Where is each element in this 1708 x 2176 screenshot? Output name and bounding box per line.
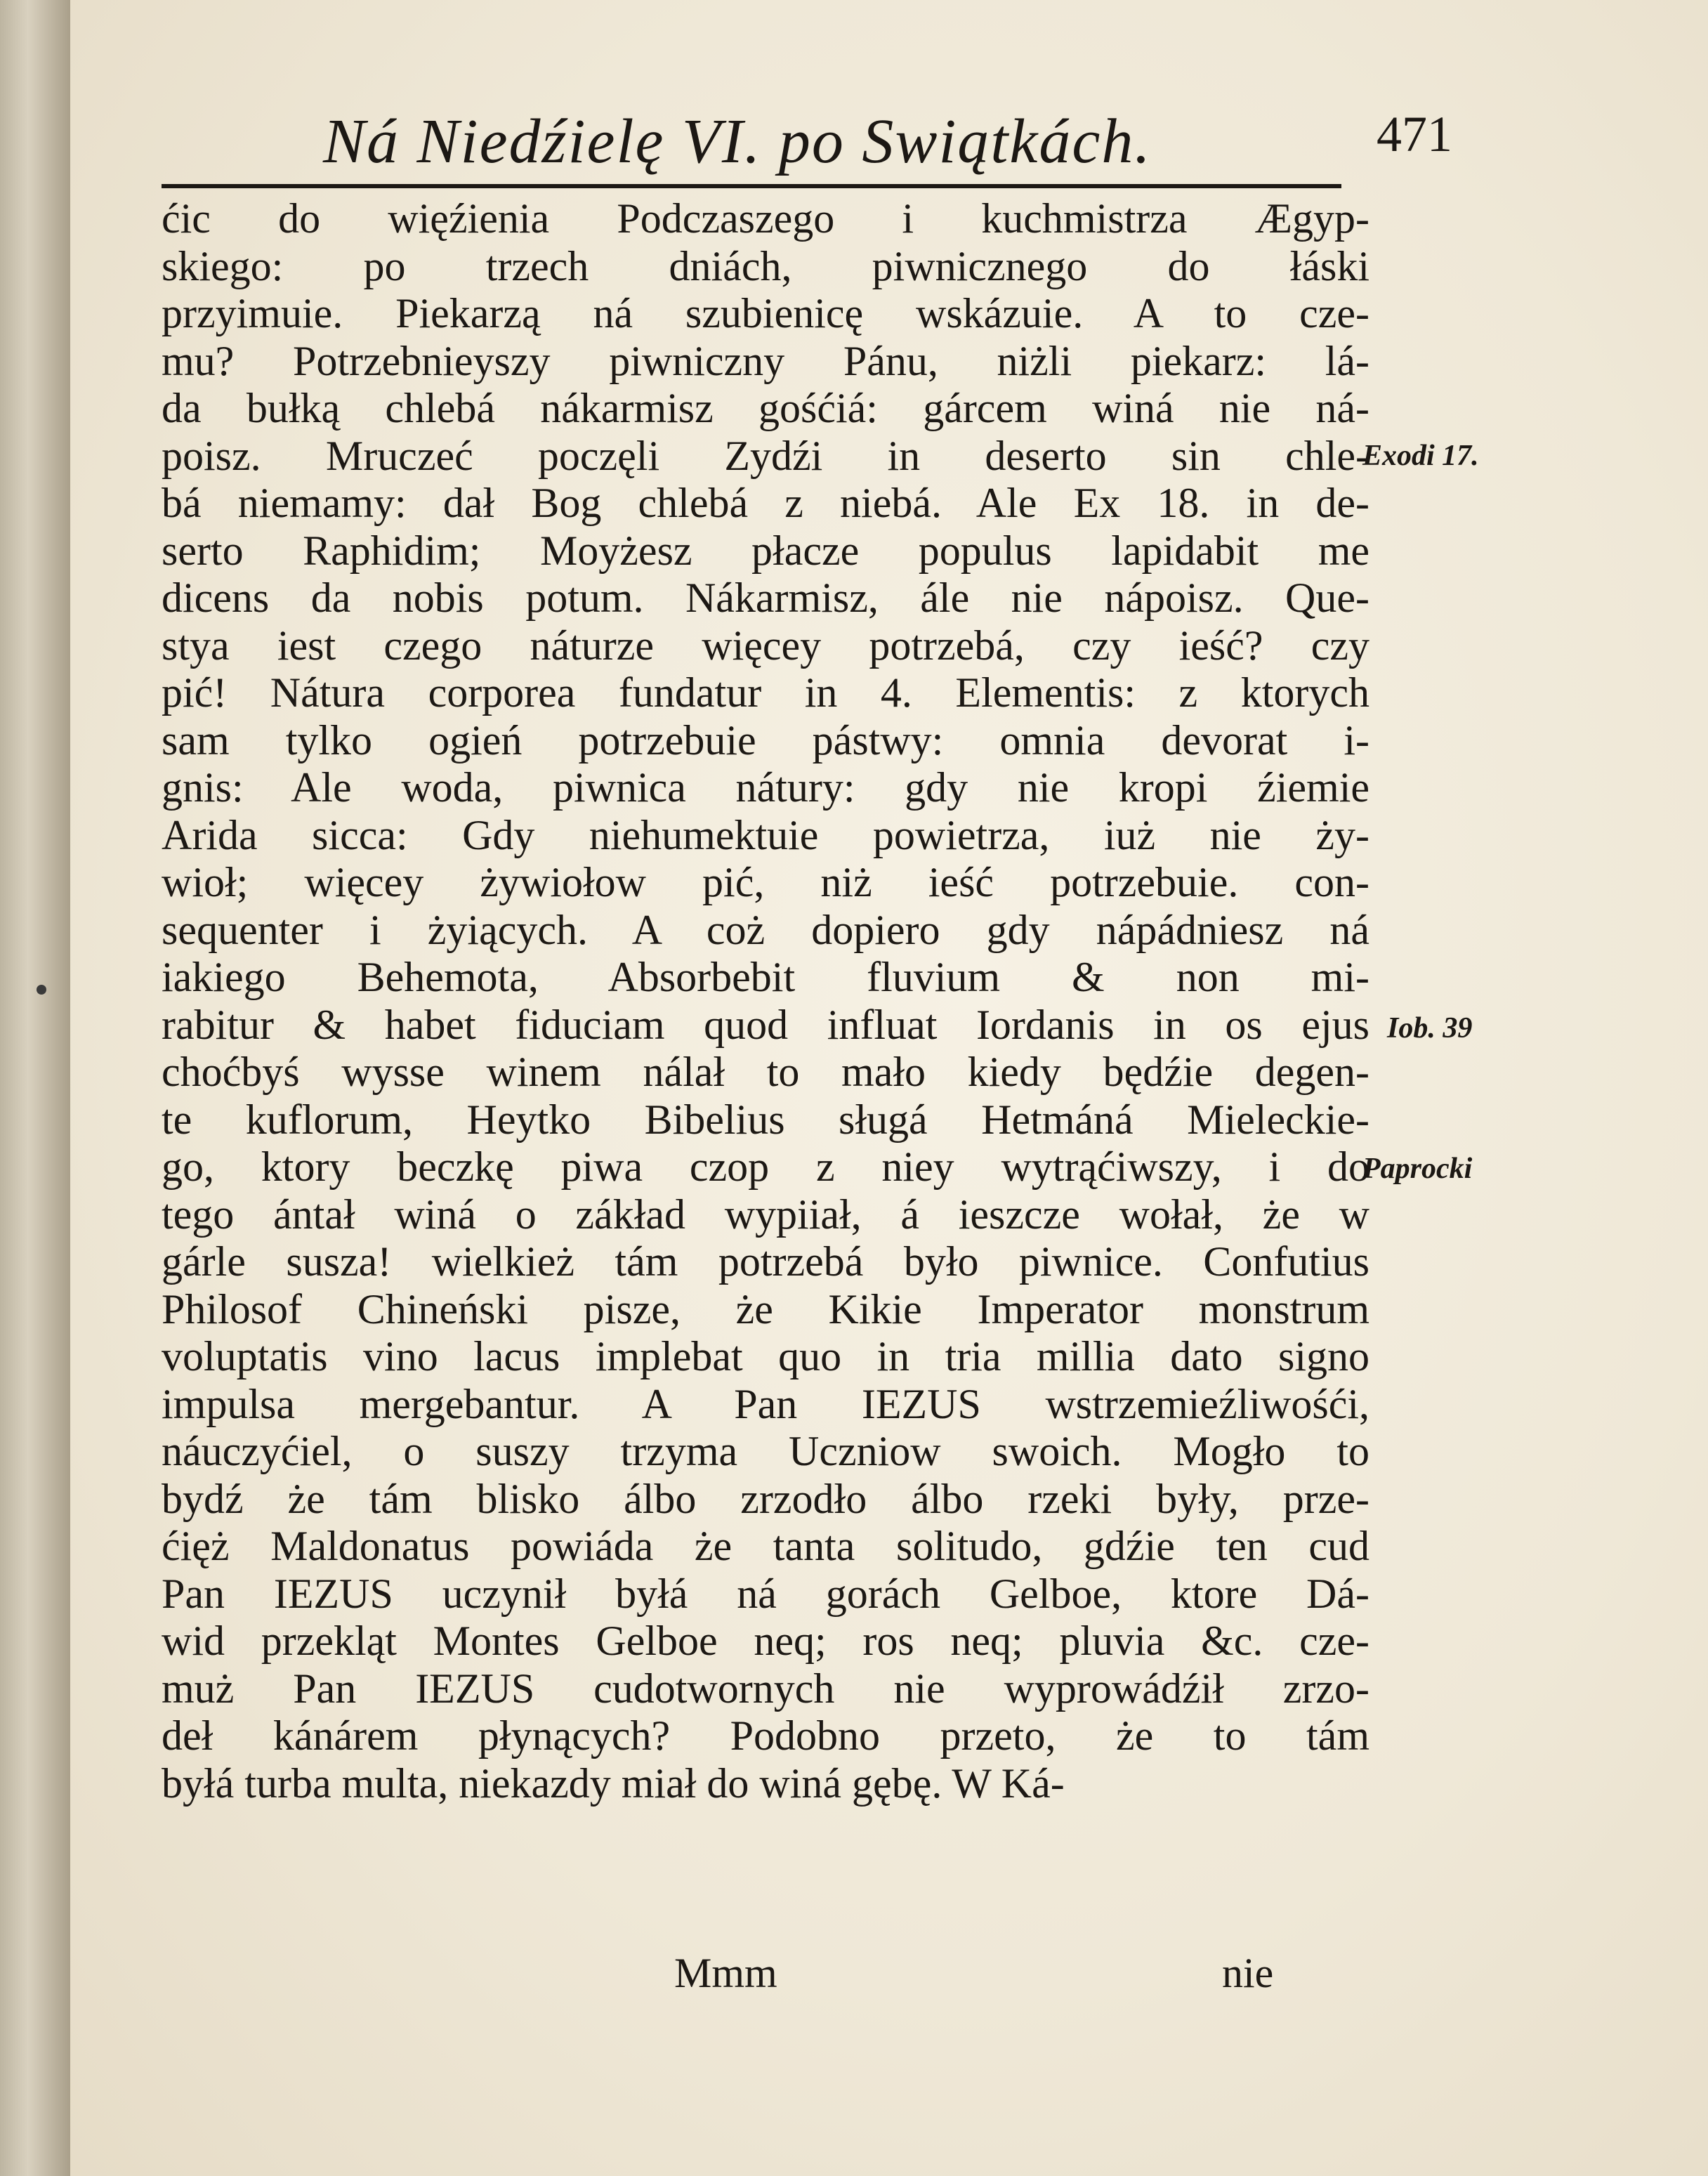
margin-note: Iob. 39 bbox=[1387, 1012, 1473, 1044]
text-line: byłá turba multa, niekazdy miał do winá gębę. W Ká- bbox=[162, 1759, 1065, 1807]
book-gutter bbox=[0, 0, 70, 2176]
text-line: sam tylko ogień potrzebuie pástwy: omnia devorat i- bbox=[162, 716, 1369, 763]
text-line: voluptatis vino lacus implebat quo in tria millia dato signo bbox=[162, 1333, 1369, 1379]
body-text bbox=[162, 195, 1369, 1807]
text-line: stya iest czego náturze więcey potrzebá, czy ieść? czy bbox=[162, 622, 1369, 669]
text-line: dicens da nobis potum. Nákarmisz, ále nie nápoisz. Que- bbox=[162, 575, 1369, 621]
text-line: serto Raphidim; Moyżesz płacze populus lapidabit me bbox=[162, 527, 1369, 574]
book-page bbox=[70, 0, 1708, 2176]
text-line: rabitur & habet fiduciam quod influat Iordanis in os ejus bbox=[162, 1001, 1369, 1048]
text-line: tego ántał winá o zákład wypiiał, á ieszcze wołał, że w bbox=[162, 1191, 1369, 1238]
text-line: choćbyś wysse winem nálał to mało kiedy będźie degen- bbox=[162, 1049, 1369, 1095]
text-line: impulsa mergebantur. A Pan IEZUS wstrzemieźliwośći, bbox=[162, 1380, 1369, 1427]
text-line: poisz. Mruczeć poczęli Zydźi in deserto sin chle- bbox=[162, 432, 1369, 479]
text-line: pić! Nátura corporea fundatur in 4. Elementis: z ktorych bbox=[162, 669, 1369, 716]
text-line: Philosof Chineński pisze, że Kikie Imperator monstrum bbox=[162, 1285, 1369, 1332]
text-line: skiego: po trzech dniách, piwnicznego do łáski bbox=[162, 242, 1369, 289]
text-line: náuczyćiel, o suszy trzyma Uczniow swoich. Mogło to bbox=[162, 1428, 1369, 1474]
text-line: ćic do więźienia Podczaszego i kuchmistrza Ægyp- bbox=[162, 195, 1369, 242]
text-line: wioł; więcey żywiołow pić, niż ieść potrzebuie. con- bbox=[162, 859, 1369, 905]
text-line: gárle susza! wielkież tám potrzebá było piwnice. Confutius bbox=[162, 1238, 1369, 1285]
text-line: go, ktory beczkę piwa czop z niey wytrąćiwszy, i do bbox=[162, 1143, 1369, 1190]
page-number: 471 bbox=[1377, 106, 1452, 162]
text-line: Arida sicca: Gdy niehumektuie powietrza, iuż nie ży- bbox=[162, 811, 1369, 858]
margin-note: Exodi 17. bbox=[1362, 440, 1479, 472]
text-line: gnis: Ale woda, piwnica nátury: gdy nie kropi źiemie bbox=[162, 764, 1369, 811]
margin-note: Paprocki bbox=[1362, 1153, 1473, 1185]
header-rule bbox=[162, 184, 1341, 188]
catchword: nie bbox=[1222, 1950, 1274, 1996]
signature-mark: Mmm bbox=[674, 1950, 777, 1996]
text-line: bá niemamy: dał Bog chlebá z niebá. Ale Ex 18. in de- bbox=[162, 480, 1369, 526]
text-line: te kuflorum, Heytko Bibelius sługá Hetmáná Mieleckie- bbox=[162, 1096, 1369, 1143]
text-line: przyimuie. Piekarzą ná szubienicę wskázuie. A to cze- bbox=[162, 290, 1369, 336]
text-line: muż Pan IEZUS cudotwornych nie wyprowádźił zrzo- bbox=[162, 1665, 1369, 1712]
text-line: deł kánárem płynących? Podobno przeto, że to tám bbox=[162, 1712, 1369, 1759]
binding-mark bbox=[37, 985, 46, 995]
text-line: iakiego Behemota, Absorbebit fluvium & non mi- bbox=[162, 954, 1369, 1000]
text-line: ćięż Maldonatus powiáda że tanta solitudo, gdźie ten cud bbox=[162, 1523, 1369, 1569]
text-line: mu? Potrzebnieyszy piwniczny Pánu, niżli piekarz: lá- bbox=[162, 337, 1369, 384]
text-line: wid przekląt Montes Gelboe neq; ros neq; pluvia &c. cze- bbox=[162, 1618, 1369, 1664]
text-line: sequenter i żyiących. A coż dopiero gdy nápádniesz ná bbox=[162, 906, 1369, 953]
running-header: Ná Niedźielę VI. po Swiątkách. bbox=[323, 107, 1152, 176]
text-line: bydź że tám blisko álbo zrzodło álbo rzeki były, prze- bbox=[162, 1475, 1369, 1522]
text-line: da bułką chlebá nákarmisz gośćiá: gárcem winá nie ná- bbox=[162, 385, 1369, 431]
text-line: Pan IEZUS uczynił byłá ná gorách Gelboe, ktore Dá- bbox=[162, 1570, 1369, 1617]
